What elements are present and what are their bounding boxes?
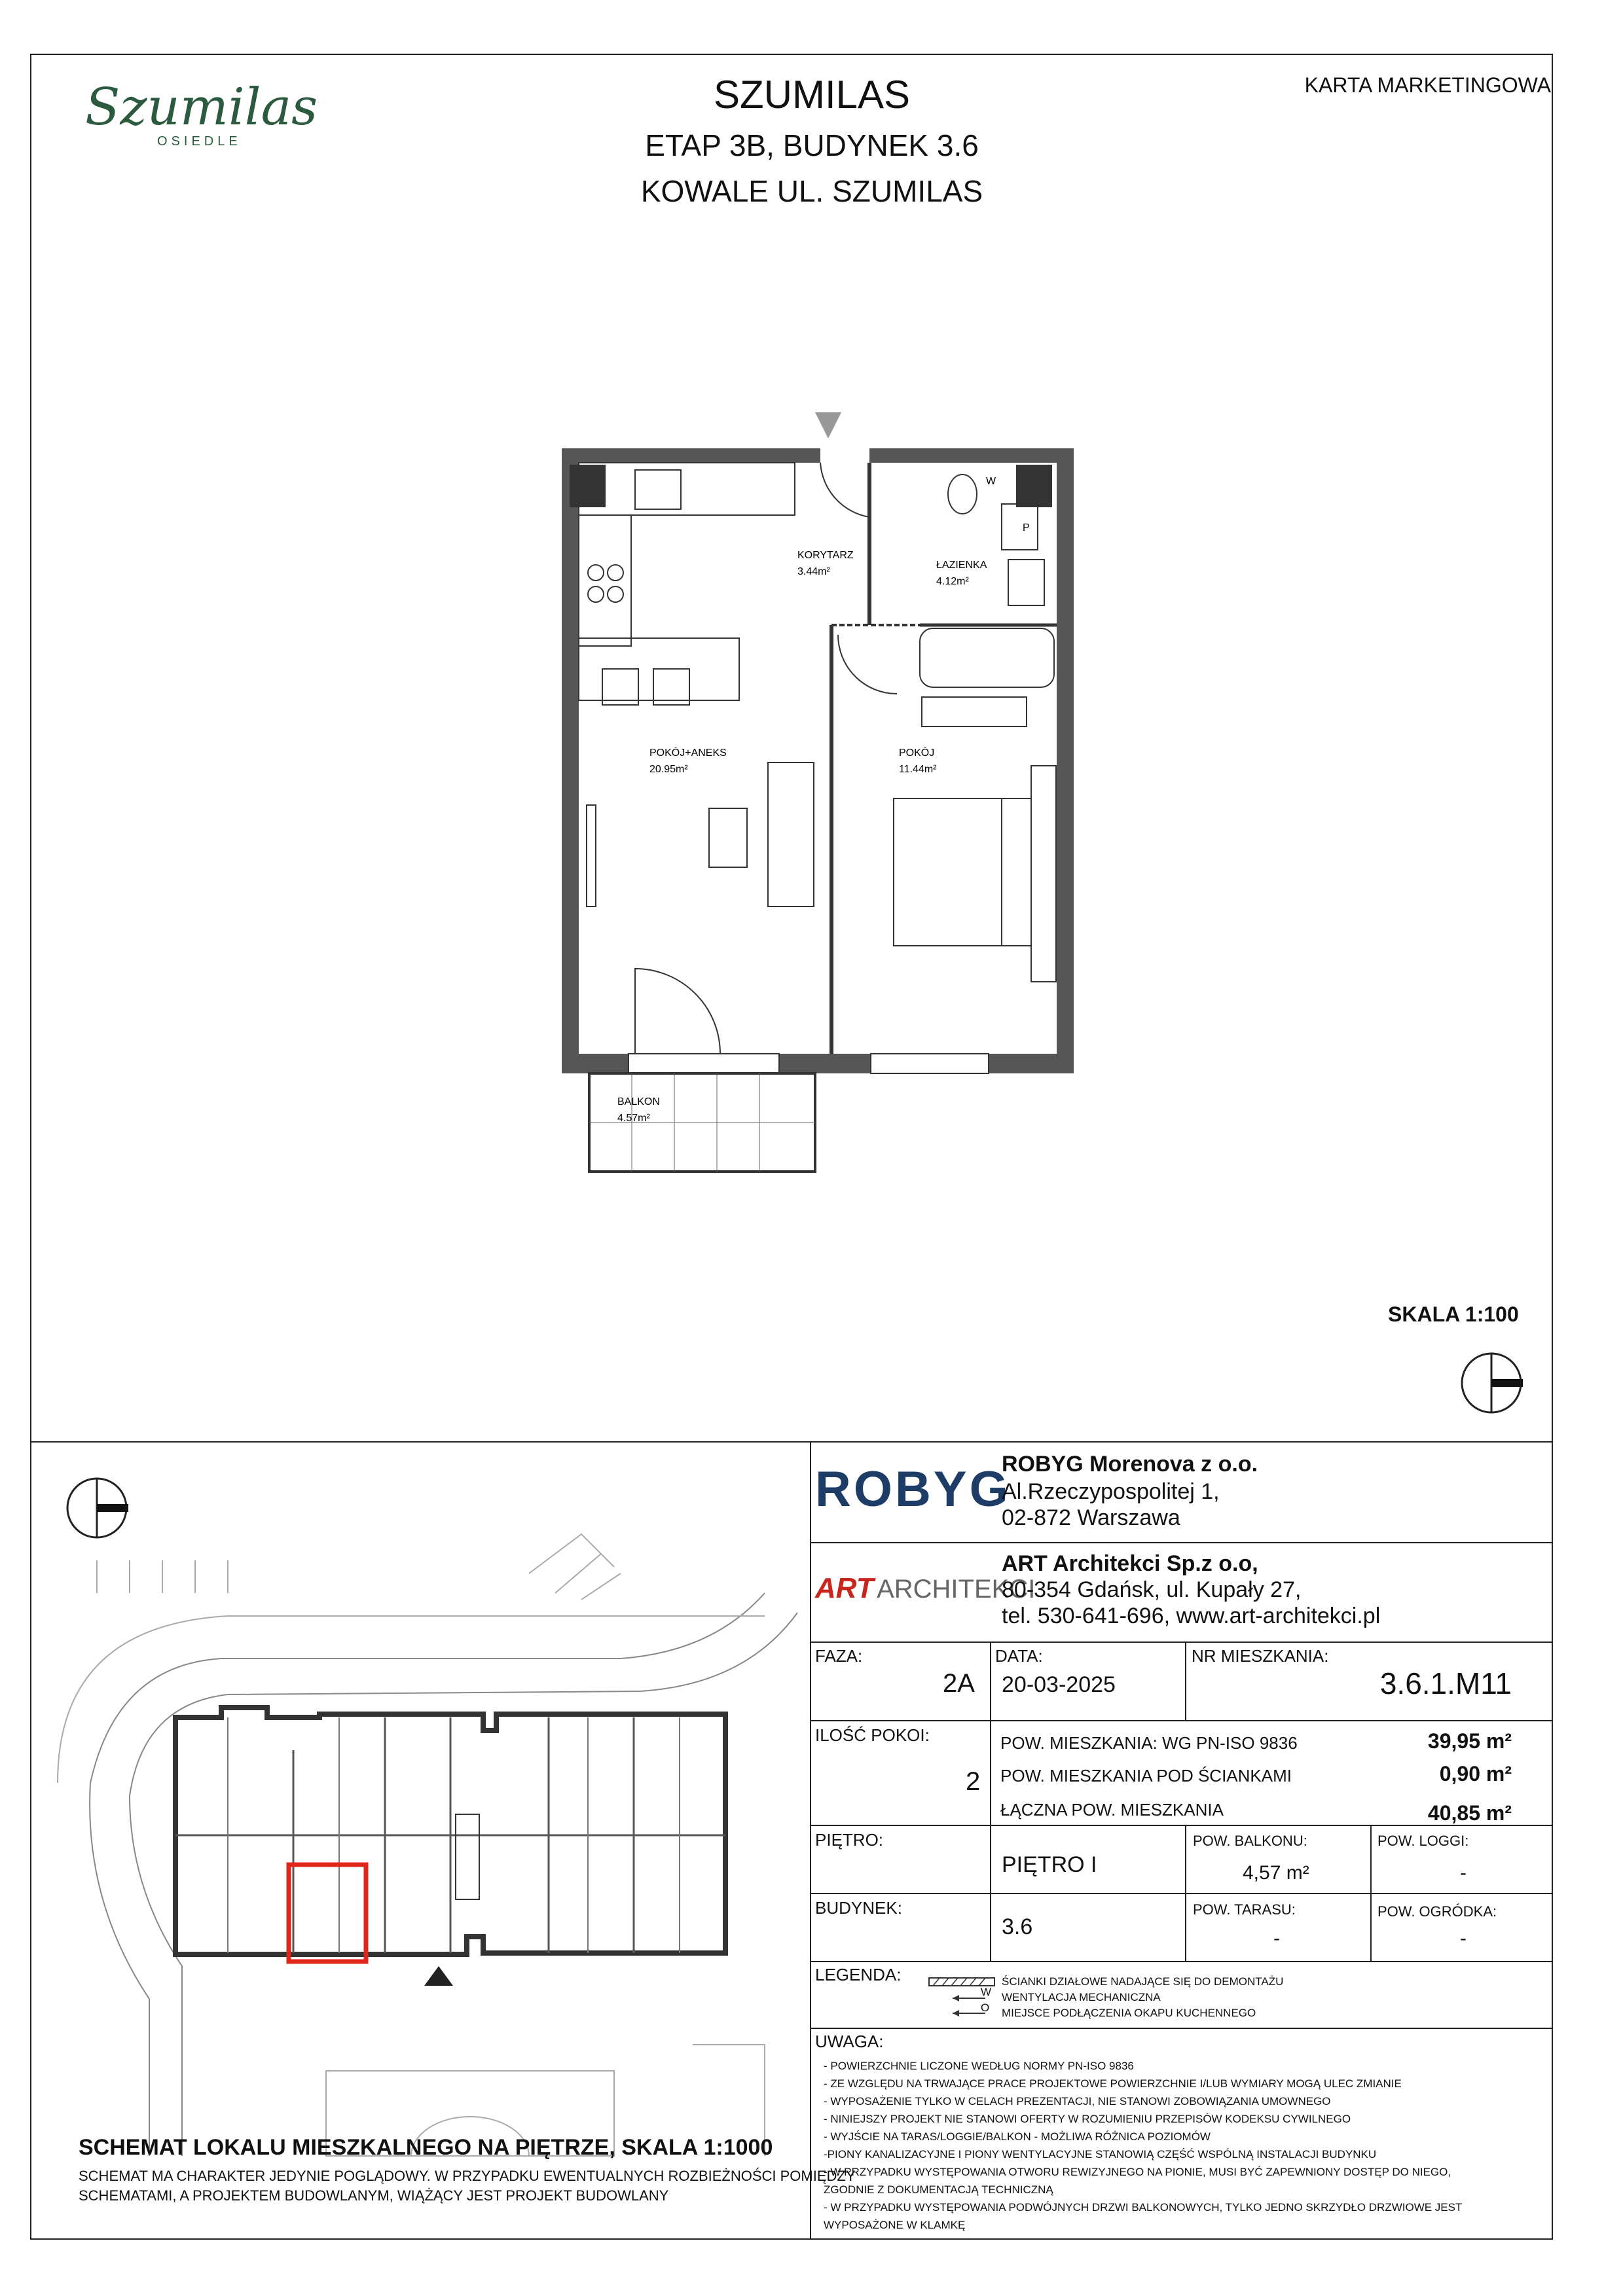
site-north-arrow-icon xyxy=(67,1479,128,1537)
north-arrow-icon xyxy=(1459,1350,1524,1416)
faza-label: FAZA: xyxy=(815,1646,863,1666)
pow-pod-sciankami-label: POW. MIESZKANIA POD ŚCIANKAMI xyxy=(1000,1766,1292,1785)
site-plan xyxy=(31,1443,809,2156)
note-item: WYPOSAŻONE W KLAMKĘ xyxy=(824,2219,966,2231)
pietro-label: PIĘTRO: xyxy=(815,1830,884,1850)
page-title: SZUMILAS xyxy=(713,73,911,117)
site-note-2: SCHEMATAMI, A PROJEKTEM BUDOWLANYM, WIĄŻĄCY JEST PROJEKT BUDOWLANY xyxy=(79,2187,669,2204)
budynek-value: 3.6 xyxy=(1002,1914,1033,1939)
entrance-arrow xyxy=(815,412,841,439)
szumilas-logo xyxy=(79,72,318,157)
legend-item-1: ŚCIANKI DZIAŁOWE NADAJĄCE SIĘ DO DEMONTAŻU xyxy=(1002,1975,1284,1988)
wall-top-right xyxy=(869,448,1074,463)
site-entrance-icon xyxy=(424,1966,453,1986)
pow-tarasu-label: POW. TARASU: xyxy=(1193,1901,1296,1918)
card-type: KARTA MARKETINGOWA xyxy=(1304,73,1551,97)
pow-balkonu-label: POW. BALKONU: xyxy=(1193,1833,1307,1849)
pow-tarasu-value: - xyxy=(1273,1928,1280,1949)
pokoje-value: 2 xyxy=(966,1767,981,1796)
room-label-pokoj-aneks: POKÓJ+ANEKS xyxy=(649,747,727,759)
logo-subtext: OSIEDLE xyxy=(157,134,242,149)
legend-w-mark: W xyxy=(981,1986,992,1998)
robyg-address-2: 02-872 Warszawa xyxy=(1002,1505,1180,1530)
note-item: - W PRZYPADKU WYSTĘPOWANIA OTWORU REWIZYJNEGO NA PIONIE, MUSI BYĆ ZAPEWNIONY DOSTĘP DO NIEGO, xyxy=(824,2166,1451,2178)
art-logo-word: ARCHITEKCI xyxy=(877,1575,1036,1604)
pietro-value: PIĘTRO I xyxy=(1002,1852,1097,1877)
faza-value: 2A xyxy=(943,1669,975,1698)
data-label: DATA: xyxy=(995,1646,1043,1666)
highlighted-apartment xyxy=(289,1865,366,1962)
floor-plan xyxy=(550,399,1074,1172)
note-item: - ZE WZGLĘDU NA TRWAJĄCE PRACE PROJEKTOWE POWIERZCHNIE I/LUB WYMIARY MOGĄ ULEC ZMIANIE xyxy=(824,2077,1402,2090)
page-address: KOWALE UL. SZUMILAS xyxy=(640,174,983,208)
pow-ogrodka-label: POW. OGRÓDKA: xyxy=(1377,1903,1497,1920)
legend-title: LEGENDA: xyxy=(815,1965,902,1984)
plan-mark-w: W xyxy=(986,476,996,487)
nr-value: 3.6.1.M11 xyxy=(1379,1666,1512,1700)
pokoje-label: ILOŚĆ POKOI: xyxy=(815,1725,930,1745)
nr-label: NR MIESZKANIA: xyxy=(1192,1646,1329,1666)
data-value: 20-03-2025 xyxy=(1002,1672,1116,1697)
robyg-address-1: Al.Rzeczypospolitej 1, xyxy=(1002,1479,1220,1504)
pow-ogrodka-value: - xyxy=(1460,1928,1467,1949)
legend-item-3: MIEJSCE PODŁĄCZENIA OKAPU KUCHENNEGO xyxy=(1002,2007,1256,2019)
room-label-korytarz: KORYTARZ xyxy=(797,550,854,561)
legend-o-mark: O xyxy=(981,2001,990,2014)
note-item: -PIONY KANALIZACYJNE I PIONY WENTYLACYJNE STANOWIĄ CZĘŚĆ WSPÓLNĄ INSTALACJI BUDYNKU xyxy=(824,2148,1377,2161)
legend-item-2: WENTYLACJA MECHANICZNA xyxy=(1002,1991,1161,2003)
pow-loggi-label: POW. LOGGI: xyxy=(1377,1833,1469,1849)
laczna-pow-label: ŁĄCZNA POW. MIESZKANIA xyxy=(1000,1800,1224,1820)
room-label-balkon: BALKON xyxy=(617,1096,660,1107)
plan-scale: SKALA 1:100 xyxy=(1388,1302,1519,1326)
robyg-name: ROBYG Morenova z o.o. xyxy=(1002,1452,1258,1477)
note-item: - WYPOSAŻENIE TYLKO W CELACH PREZENTACJI, NIE STANOWI ZOBOWIĄZANIA UMOWNEGO xyxy=(824,2095,1331,2108)
pow-balkonu-value: 4,57 m² xyxy=(1243,1862,1309,1884)
note-item: ZGODNIE Z DOKUMENTACJĄ TECHNICZNĄ xyxy=(824,2183,1053,2196)
art-logo-mark: ART xyxy=(815,1572,874,1604)
pow-pod-sciankami-value: 0,90 m² xyxy=(1439,1762,1512,1785)
page-subtitle: ETAP 3B, BUDYNEK 3.6 xyxy=(645,128,979,162)
plan-mark-p: P xyxy=(1023,522,1030,533)
art-address-1: 80-354 Gdańsk, ul. Kupały 27, xyxy=(1002,1577,1302,1602)
note-item: - WYJŚCIE NA TARAS/LOGGIE/BALKON - MOŻLIWA RÓŻNICA POZIOMÓW xyxy=(824,2130,1211,2143)
art-name: ART Architekci Sp.z o.o, xyxy=(1002,1551,1258,1576)
robyg-logo: ROBYG xyxy=(815,1462,1011,1517)
note-item: - NINIEJSZY PROJEKT NIE STANOWI OFERTY W ROZUMIENIU PRZEPISÓW KODEKSU CYWILNEGO xyxy=(824,2113,1351,2125)
room-label-pokoj: POKÓJ xyxy=(899,747,935,759)
note-item: - POWIERZCHNIE LICZONE WEDŁUG NORMY PN-ISO 9836 xyxy=(824,2060,1134,2072)
site-note-1: SCHEMAT MA CHARAKTER JEDYNIE POGLĄDOWY. W PRZYPADKU EWENTUALNYCH ROZBIEŻNOŚCI POMIĘDZY xyxy=(79,2168,856,2184)
pow-mieszkania-value: 39,95 m² xyxy=(1427,1729,1512,1753)
note-item: - W PRZYPADKU WYSTĘPOWANIA PODWÓJNYCH DRZWI BALKONOWYCH, TYLKO JEDNO SKRZYDŁO DRZWIOWE JEST xyxy=(824,2201,1463,2214)
room-area-pokoj: 11.44m² xyxy=(899,764,937,775)
room-label-lazienka: ŁAZIENKA xyxy=(936,560,987,571)
wall-right xyxy=(1057,448,1074,1067)
logo-text: Szumilas xyxy=(85,78,318,137)
site-caption: SCHEMAT LOKALU MIESZKALNEGO NA PIĘTRZE, SKALA 1:1000 xyxy=(79,2135,773,2160)
room-area-balkon: 4.57m² xyxy=(617,1113,650,1124)
pow-loggi-value: - xyxy=(1460,1862,1467,1884)
pow-mieszkania-label: POW. MIESZKANIA: WG PN-ISO 9836 xyxy=(1000,1733,1298,1753)
wall-left xyxy=(562,448,579,1067)
laczna-pow-value: 40,85 m² xyxy=(1427,1801,1512,1825)
notes-title: UWAGA: xyxy=(815,2032,884,2051)
room-area-korytarz: 3.44m² xyxy=(797,566,830,577)
notes-list xyxy=(824,2057,1544,2234)
art-address-2: tel. 530-641-696, www.art-architekci.pl xyxy=(1002,1604,1381,1628)
room-area-pokoj-aneks: 20.95m² xyxy=(649,764,688,775)
budynek-label: BUDYNEK: xyxy=(815,1898,902,1918)
room-area-lazienka: 4.12m² xyxy=(936,576,969,587)
szumilas-logo-graphic xyxy=(79,72,318,157)
wall-top-left xyxy=(562,448,820,463)
